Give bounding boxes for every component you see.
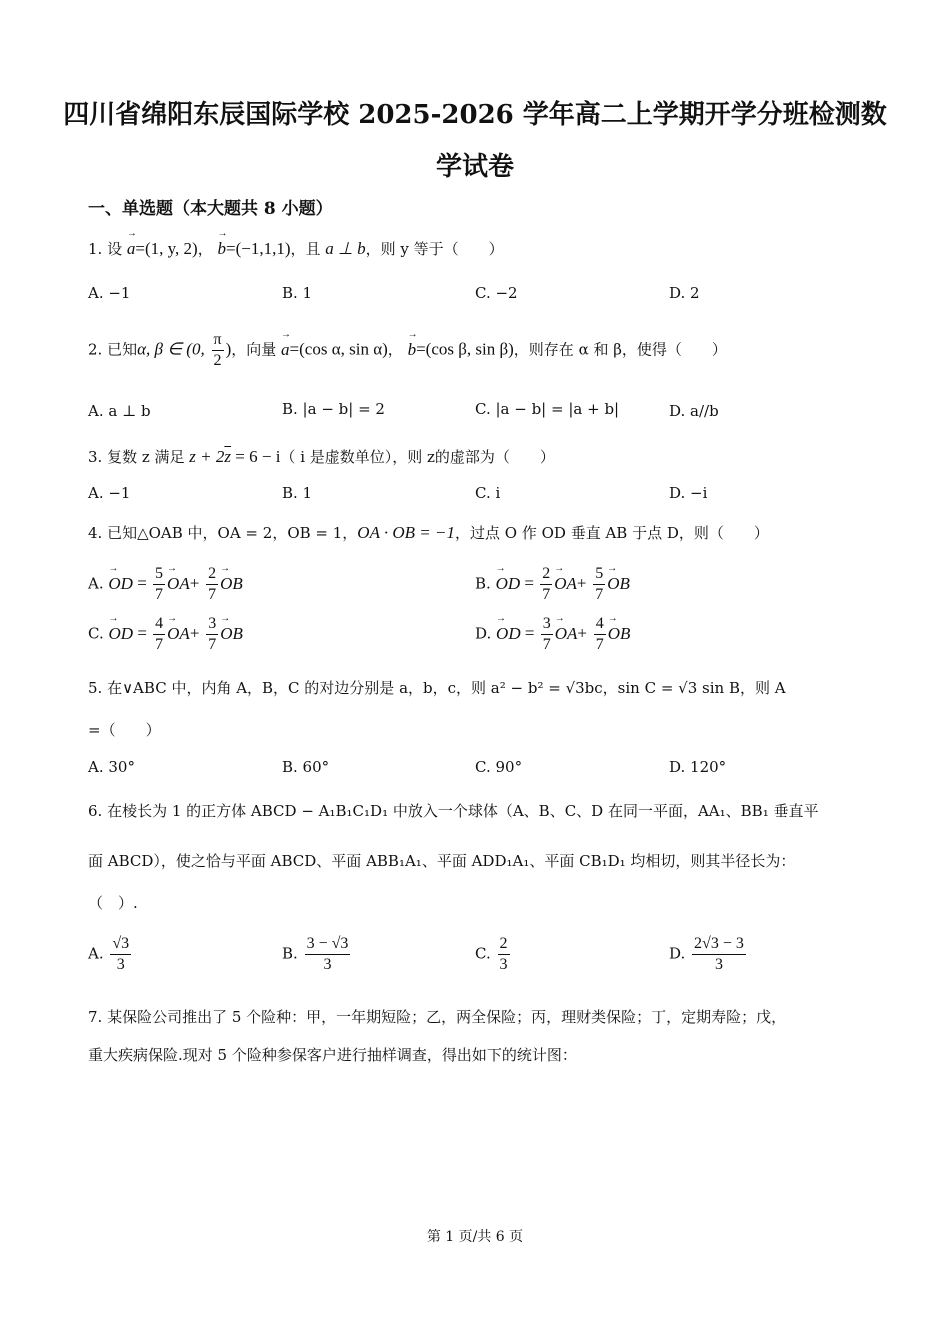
q4-option-a-oa: → OA (167, 574, 190, 594)
q4-option-a-ob: → OB (220, 574, 243, 594)
q4-option-d-frac-1: $\frac{3}{7}$ (542, 615, 551, 653)
q6-option-a (88, 934, 133, 975)
q1-option-a: A. −1 (88, 284, 131, 302)
question-4 (88, 522, 769, 543)
q4-option-c-label: C. (88, 624, 104, 643)
q4-option-b: B. → OD = $\frac{2}{7}$ → OA+ $\frac{5}{7}$ → OB (475, 564, 630, 605)
q3-conjugate-z: $\overline{z}$ (224, 447, 232, 466)
q4-option-a-label: A. (88, 574, 104, 593)
q2-option-b: B. |a − b| = 2 (282, 400, 385, 418)
q5-option-a: A. 30° (88, 758, 135, 776)
q1-vector-a: → a (127, 239, 136, 259)
question-6-line-3: （ ）. (88, 894, 138, 912)
q2-frac-den: 2 (213, 352, 222, 369)
q4-option-c-ob: → OB (220, 624, 243, 644)
q4-option-d-oa: → OA (555, 624, 578, 644)
q2-vector-b-value: =(cos β, sin β) (416, 339, 514, 359)
q4-option-c-frac-1: $\frac{4}{7}$ (155, 615, 164, 653)
q1-condition-text: ，且 (290, 240, 321, 258)
q6-option-a-fraction: $\frac{√3}{3}$ (112, 935, 130, 973)
q6-option-b-label: B. (282, 944, 298, 963)
q5-option-b: B. 60° (282, 758, 330, 776)
question-5-line-2: =（ ） (88, 721, 161, 739)
q4-option-d-ob: → OB (608, 624, 631, 644)
q4-option-c-od: → OD (109, 624, 134, 644)
q1-label: 1. 设 (88, 240, 123, 258)
q2-mid-text: ，向量 (231, 340, 277, 359)
q2-vector-a: → a (281, 340, 290, 360)
exam-title-line-2: 学试卷 (435, 152, 514, 182)
section-heading-single-choice: 一、单选题（本大题共 8 小题） (88, 199, 333, 219)
q4-option-b-frac-1: $\frac{2}{7}$ (542, 565, 551, 603)
q2-option-a: A. a ⊥ b (88, 402, 151, 420)
q3-text-b: （ i 是虚数单位），则 z的虚部为（ ） (280, 448, 555, 466)
q4-option-b-ob: → OB (607, 574, 630, 594)
q4-option-b-frac-2: $\frac{5}{7}$ (595, 565, 604, 603)
q2-label: 2. 已知 (88, 340, 138, 359)
question-7-line-1: 7. 某保险公司推出了 5 个险种：甲，一年期短险；乙，两全保险；丙，理财类保险；丁，定期寿险；戊， (88, 1008, 787, 1026)
q4-text: 4. 已知△OAB 中，OA = 2，OB = 1， (88, 524, 358, 542)
question-6-line-1: 6. 在棱长为 1 的正方体 ABCD − A₁B₁C₁D₁ 中放入一个球体（A、B、C、D 在同一平面，AA₁、BB₁ 垂直平 (88, 802, 819, 820)
q4-dot-product: OA · OB = −1 (357, 523, 456, 542)
q6-option-b (282, 934, 352, 975)
q3-equation-right: = 6 − i (231, 447, 281, 466)
q4-option-c-oa: → OA (167, 624, 190, 644)
q1-option-c: C. −2 (475, 284, 518, 302)
q6-option-b-fraction: $\frac{3 - √3}{3}$ (306, 935, 349, 973)
q4-option-a-od: → OD (108, 574, 133, 594)
q1-vector-b: → b (217, 239, 226, 259)
q1-option-d: D. 2 (669, 284, 700, 302)
q2-vector-b: → b (408, 340, 417, 360)
q3-option-a: A. −1 (88, 484, 131, 502)
q6-option-c-label: C. (475, 944, 491, 963)
q2-option-d: D. a//b (669, 402, 719, 420)
q1-tail: ，则 y 等于（ ） (365, 240, 504, 258)
q4-option-a-frac-1: $\frac{5}{7}$ (155, 565, 164, 603)
q2-vector-a-value: =(cos α, sin α) (289, 339, 388, 359)
q5-option-c: C. 90° (475, 758, 523, 776)
q3-text-a: 3. 复数 z 满足 (88, 448, 190, 466)
page-footer: 第 1 页/共 6 页 (426, 1229, 524, 1245)
q2-frac-num: π (212, 330, 224, 351)
q6-option-d-fraction: $\frac{2√3 - 3}{3}$ (694, 935, 744, 973)
question-1 (88, 238, 504, 259)
question-5-line-1: 5. 在∨ABC 中，内角 A，B，C 的对边分别是 a，b，c，则 a² − b² = √3bc，sin C = √3 sin B，则 A (88, 679, 786, 697)
q4-option-b-od: → OD (496, 574, 521, 594)
q4-option-a-frac-2: $\frac{2}{7}$ (208, 565, 217, 603)
q2-option-c: C. |a − b| = |a + b| (475, 400, 620, 418)
q2-close-paren: ) (225, 339, 232, 359)
q6-option-a-label: A. (88, 944, 104, 963)
question-7-line-2: 重大疾病保险.现对 5 个险种参保客户进行抽样调查，得出如下的统计图： (88, 1046, 577, 1064)
q4-option-d: D. → OD = $\frac{3}{7}$ → OA+ $\frac{4}{7}$ → OB (475, 614, 630, 655)
question-2 (88, 330, 727, 371)
q2-fraction-pi-over-2 (212, 330, 224, 371)
q4-option-c: C. → OD = $\frac{4}{7}$ → OA+ $\frac{3}{7}$ → OB (88, 614, 243, 655)
q4-option-d-frac-2: $\frac{4}{7}$ (595, 615, 604, 653)
q4-option-d-label: D. (475, 624, 492, 643)
q6-option-d-label: D. (669, 944, 686, 963)
q1-option-b: B. 1 (282, 284, 313, 302)
q6-option-c (475, 934, 512, 975)
q5-option-d: D. 120° (669, 758, 727, 776)
q4-option-a: A. → OD = $\frac{5}{7}$ → OA+ $\frac{2}{7}$ → OB (88, 564, 243, 605)
q6-option-d (669, 934, 748, 975)
q2-tail: ，则存在 α 和 β，使得（ ） (513, 340, 727, 359)
q1-vector-b-value: =(−1,1,1) (225, 239, 291, 258)
q3-option-d: D. −i (669, 484, 708, 502)
q4-tail: ，过点 O 作 OD 垂直 AB 于点 D，则（ ） (455, 524, 769, 542)
q1-comma: ， (197, 240, 213, 258)
q3-option-c: C. i (475, 484, 501, 502)
q6-option-c-fraction: $\frac{2}{3}$ (499, 935, 508, 973)
q4-option-c-frac-2: $\frac{3}{7}$ (208, 615, 217, 653)
q3-option-b: B. 1 (282, 484, 313, 502)
q2-comma: ， (387, 340, 403, 359)
q1-vector-a-value: =(1, y, 2) (135, 239, 198, 258)
q4-option-d-od: → OD (496, 624, 521, 644)
q3-equation-left: z + 2 (189, 447, 225, 466)
exam-title-line-1: 四川省绵阳东辰国际学校 2025-2026 学年高二上学期开学分班检测数 (63, 100, 887, 130)
q4-option-b-oa: → OA (554, 574, 577, 594)
question-6-line-2: 面 ABCD），使之恰与平面 ABCD、平面 ABB₁A₁、平面 ADD₁A₁、平面 CB₁D₁ 均相切，则其半径长为： (88, 852, 796, 870)
q4-option-b-label: B. (475, 574, 491, 593)
q1-condition-math: a ⊥ b (325, 239, 366, 258)
question-3 (88, 446, 555, 467)
q2-angle-range: α, β ∈ (0, (137, 339, 205, 359)
